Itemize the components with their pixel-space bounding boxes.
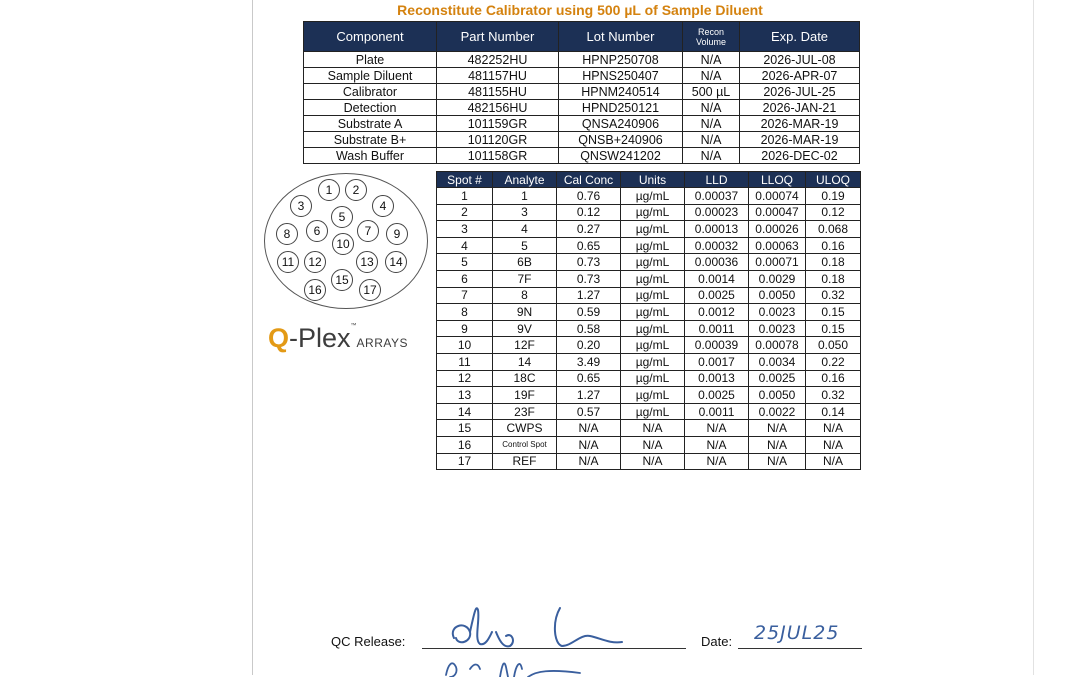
spot-cell: 8 bbox=[493, 287, 557, 304]
spot-row bbox=[437, 304, 861, 321]
component-cell: Plate bbox=[304, 52, 437, 68]
spot-cell: 17 bbox=[437, 453, 493, 470]
spot-cell: N/A bbox=[806, 436, 861, 453]
spot-cell: µg/mL bbox=[621, 320, 685, 337]
component-cell: HPNM240514 bbox=[559, 84, 683, 100]
spot-circle: 10 bbox=[332, 233, 354, 255]
spot-cell: 2 bbox=[437, 204, 493, 221]
header-analyte: Analyte bbox=[493, 172, 557, 188]
spot-cell: 3 bbox=[493, 204, 557, 221]
spot-cell: µg/mL bbox=[621, 221, 685, 238]
spot-row bbox=[437, 436, 861, 453]
spot-cell: 6 bbox=[437, 270, 493, 287]
spot-cell: REF bbox=[493, 453, 557, 470]
spot-cell: 0.14 bbox=[806, 403, 861, 420]
spot-cell: µg/mL bbox=[621, 237, 685, 254]
spot-cell: Control Spot bbox=[493, 436, 557, 453]
spot-cell: N/A bbox=[806, 453, 861, 470]
spot-circle: 2 bbox=[345, 179, 367, 201]
component-cell: Calibrator bbox=[304, 84, 437, 100]
spot-circle: 6 bbox=[306, 220, 328, 242]
spot-cell: 0.00026 bbox=[749, 221, 806, 238]
component-cell: 101158GR bbox=[437, 148, 559, 164]
component-cell: 2026-MAR-19 bbox=[740, 132, 860, 148]
spot-cell: 0.65 bbox=[557, 237, 621, 254]
header-uloq: ULOQ bbox=[806, 172, 861, 188]
component-cell: Wash Buffer bbox=[304, 148, 437, 164]
spot-cell: 10 bbox=[437, 337, 493, 354]
header-part-number: Part Number bbox=[437, 22, 559, 52]
spot-row bbox=[437, 403, 861, 420]
spot-cell: µg/mL bbox=[621, 403, 685, 420]
spot-cell: 1 bbox=[493, 188, 557, 205]
spot-cell: 0.00078 bbox=[749, 337, 806, 354]
spot-cell: CWPS bbox=[493, 420, 557, 437]
second-signature bbox=[440, 655, 590, 677]
spot-circle: 15 bbox=[331, 269, 353, 291]
spot-cell: 18C bbox=[493, 370, 557, 387]
component-cell: HPND250121 bbox=[559, 100, 683, 116]
spot-cell: 5 bbox=[493, 237, 557, 254]
component-cell: 2026-MAR-19 bbox=[740, 116, 860, 132]
spot-cell: 0.0034 bbox=[749, 353, 806, 370]
spot-row bbox=[437, 237, 861, 254]
spot-cell: 0.18 bbox=[806, 270, 861, 287]
spot-circle: 12 bbox=[304, 251, 326, 273]
component-cell: 481155HU bbox=[437, 84, 559, 100]
spot-cell: 5 bbox=[437, 254, 493, 271]
spot-row bbox=[437, 387, 861, 404]
spot-cell: µg/mL bbox=[621, 337, 685, 354]
spot-circle: 7 bbox=[357, 220, 379, 242]
header-component: Component bbox=[304, 22, 437, 52]
spot-cell: 0.65 bbox=[557, 370, 621, 387]
spot-cell: 0.57 bbox=[557, 403, 621, 420]
spot-cell: 0.0014 bbox=[685, 270, 749, 287]
spot-circle: 5 bbox=[331, 206, 353, 228]
header-exp-date: Exp. Date bbox=[740, 22, 860, 52]
component-row bbox=[304, 100, 860, 116]
component-cell: 2026-DEC-02 bbox=[740, 148, 860, 164]
spot-cell: 0.00023 bbox=[685, 204, 749, 221]
spot-cell: µg/mL bbox=[621, 304, 685, 321]
spot-row bbox=[437, 370, 861, 387]
spot-cell: 0.00071 bbox=[749, 254, 806, 271]
spot-cell: 0.58 bbox=[557, 320, 621, 337]
component-cell: N/A bbox=[683, 132, 740, 148]
component-cell: N/A bbox=[683, 100, 740, 116]
component-cell: Sample Diluent bbox=[304, 68, 437, 84]
component-cell: 481157HU bbox=[437, 68, 559, 84]
spot-cell: 0.0025 bbox=[685, 287, 749, 304]
spot-cell: 0.0023 bbox=[749, 304, 806, 321]
spot-cell: 0.0025 bbox=[685, 387, 749, 404]
spot-circle: 13 bbox=[356, 251, 378, 273]
spot-cell: 0.16 bbox=[806, 237, 861, 254]
spot-cell: µg/mL bbox=[621, 353, 685, 370]
page-edge-left bbox=[252, 0, 253, 675]
spot-row bbox=[437, 287, 861, 304]
header-units: Units bbox=[621, 172, 685, 188]
spot-cell: 6B bbox=[493, 254, 557, 271]
spot-cell: 0.73 bbox=[557, 270, 621, 287]
component-row bbox=[304, 148, 860, 164]
spot-cell: N/A bbox=[806, 420, 861, 437]
spot-cell: 7F bbox=[493, 270, 557, 287]
spot-circle: 3 bbox=[290, 195, 312, 217]
component-cell: Substrate A bbox=[304, 116, 437, 132]
spot-cell: 0.18 bbox=[806, 254, 861, 271]
spot-circle: 14 bbox=[385, 251, 407, 273]
logo-arrays: ARRAYS bbox=[356, 336, 408, 350]
spot-cell: 0.0017 bbox=[685, 353, 749, 370]
spot-cell: 0.0011 bbox=[685, 320, 749, 337]
spot-cell: 0.0025 bbox=[749, 370, 806, 387]
component-cell: 101159GR bbox=[437, 116, 559, 132]
spot-row bbox=[437, 221, 861, 238]
spot-cell: 0.00036 bbox=[685, 254, 749, 271]
spot-cell: 4 bbox=[437, 237, 493, 254]
logo-q: Q bbox=[268, 323, 290, 353]
component-cell: N/A bbox=[683, 68, 740, 84]
spot-cell: µg/mL bbox=[621, 370, 685, 387]
component-cell: N/A bbox=[683, 148, 740, 164]
component-cell: Substrate B+ bbox=[304, 132, 437, 148]
spot-cell: N/A bbox=[749, 420, 806, 437]
logo-plex: -Plex bbox=[289, 323, 351, 353]
component-row bbox=[304, 132, 860, 148]
qc-release-label: QC Release: bbox=[331, 634, 406, 649]
spot-cell: 0.0012 bbox=[685, 304, 749, 321]
component-cell: 2026-JUL-08 bbox=[740, 52, 860, 68]
spot-cell: 0.32 bbox=[806, 387, 861, 404]
spot-cell: µg/mL bbox=[621, 287, 685, 304]
spot-cell: N/A bbox=[621, 436, 685, 453]
spot-cell: 0.15 bbox=[806, 320, 861, 337]
spot-cell: 23F bbox=[493, 403, 557, 420]
spot-cell: 3.49 bbox=[557, 353, 621, 370]
component-row bbox=[304, 52, 860, 68]
spot-cell: 0.73 bbox=[557, 254, 621, 271]
spot-cell: 0.00074 bbox=[749, 188, 806, 205]
spot-circle: 8 bbox=[276, 223, 298, 245]
spot-cell: 14 bbox=[493, 353, 557, 370]
spot-cell: 12F bbox=[493, 337, 557, 354]
spot-row bbox=[437, 337, 861, 354]
spot-cell: 1 bbox=[437, 188, 493, 205]
spot-cell: 0.22 bbox=[806, 353, 861, 370]
spot-cell: 0.27 bbox=[557, 221, 621, 238]
spot-row bbox=[437, 420, 861, 437]
component-cell: N/A bbox=[683, 52, 740, 68]
component-cell: 500 µL bbox=[683, 84, 740, 100]
spot-cell: µg/mL bbox=[621, 204, 685, 221]
page-edge-right bbox=[1033, 0, 1034, 675]
spot-row bbox=[437, 353, 861, 370]
component-cell: 2026-JAN-21 bbox=[740, 100, 860, 116]
spot-cell: µg/mL bbox=[621, 270, 685, 287]
spot-cell: 0.00047 bbox=[749, 204, 806, 221]
spot-cell: N/A bbox=[685, 420, 749, 437]
spot-cell: 0.0023 bbox=[749, 320, 806, 337]
date-line bbox=[738, 648, 862, 649]
component-cell: Detection bbox=[304, 100, 437, 116]
spot-cell: 0.0022 bbox=[749, 403, 806, 420]
spot-circle: 16 bbox=[304, 279, 326, 301]
component-cell: QNSA240906 bbox=[559, 116, 683, 132]
spot-cell: 12 bbox=[437, 370, 493, 387]
spot-row bbox=[437, 204, 861, 221]
spot-cell: N/A bbox=[749, 453, 806, 470]
component-cell: 482156HU bbox=[437, 100, 559, 116]
spot-row bbox=[437, 254, 861, 271]
header-cal-conc: Cal Conc bbox=[557, 172, 621, 188]
spot-cell: 11 bbox=[437, 353, 493, 370]
spot-cell: 15 bbox=[437, 420, 493, 437]
spot-cell: 0.76 bbox=[557, 188, 621, 205]
spot-header-row bbox=[437, 172, 861, 188]
spot-cell: 0.59 bbox=[557, 304, 621, 321]
spot-cell: 0.00037 bbox=[685, 188, 749, 205]
spot-cell: 0.16 bbox=[806, 370, 861, 387]
spot-cell: 13 bbox=[437, 387, 493, 404]
spot-cell: N/A bbox=[621, 453, 685, 470]
header-recon-volume: Recon Volume bbox=[683, 22, 740, 52]
spot-circle: 11 bbox=[277, 251, 299, 273]
logo-tm: ™ bbox=[350, 323, 357, 329]
spot-cell: µg/mL bbox=[621, 387, 685, 404]
spot-cell: 1.27 bbox=[557, 287, 621, 304]
spot-cell: 16 bbox=[437, 436, 493, 453]
component-row bbox=[304, 116, 860, 132]
spot-row bbox=[437, 320, 861, 337]
spot-cell: 0.15 bbox=[806, 304, 861, 321]
date-value: 25JUL25 bbox=[754, 622, 840, 644]
component-cell: 482252HU bbox=[437, 52, 559, 68]
spot-cell: 0.0011 bbox=[685, 403, 749, 420]
spot-cell: 8 bbox=[437, 304, 493, 321]
spot-layout-diagram bbox=[264, 173, 428, 309]
header-lot-number: Lot Number bbox=[559, 22, 683, 52]
spot-cell: µg/mL bbox=[621, 188, 685, 205]
spot-cell: 19F bbox=[493, 387, 557, 404]
spot-cell: 14 bbox=[437, 403, 493, 420]
component-cell: QNSW241202 bbox=[559, 148, 683, 164]
spot-cell: 0.0050 bbox=[749, 387, 806, 404]
header-lloq: LLOQ bbox=[749, 172, 806, 188]
spot-cell: 0.00013 bbox=[685, 221, 749, 238]
spot-cell: 9V bbox=[493, 320, 557, 337]
spot-cell: 3 bbox=[437, 221, 493, 238]
spot-cell: 9 bbox=[437, 320, 493, 337]
spot-circle: 9 bbox=[386, 223, 408, 245]
component-cell: 2026-APR-07 bbox=[740, 68, 860, 84]
spot-cell: N/A bbox=[557, 436, 621, 453]
component-cell: HPNP250708 bbox=[559, 52, 683, 68]
component-row bbox=[304, 68, 860, 84]
spot-cell: 0.068 bbox=[806, 221, 861, 238]
spot-cell: N/A bbox=[685, 436, 749, 453]
spot-cell: N/A bbox=[685, 453, 749, 470]
spot-cell: 0.0013 bbox=[685, 370, 749, 387]
component-header-row bbox=[304, 22, 860, 52]
spot-circle: 17 bbox=[359, 279, 381, 301]
spot-cell: 1.27 bbox=[557, 387, 621, 404]
spot-cell: 0.20 bbox=[557, 337, 621, 354]
spot-cell: 0.12 bbox=[557, 204, 621, 221]
spot-row bbox=[437, 270, 861, 287]
spot-cell: N/A bbox=[557, 420, 621, 437]
spot-cell: N/A bbox=[621, 420, 685, 437]
spot-table bbox=[436, 171, 861, 470]
spot-cell: 0.0029 bbox=[749, 270, 806, 287]
spot-cell: 0.050 bbox=[806, 337, 861, 354]
component-cell: 101120GR bbox=[437, 132, 559, 148]
spot-row bbox=[437, 453, 861, 470]
date-label: Date: bbox=[701, 634, 733, 649]
component-row bbox=[304, 84, 860, 100]
spot-cell: 7 bbox=[437, 287, 493, 304]
spot-cell: N/A bbox=[749, 436, 806, 453]
spot-cell: 0.0050 bbox=[749, 287, 806, 304]
spot-row bbox=[437, 188, 861, 205]
spot-cell: 0.00032 bbox=[685, 237, 749, 254]
component-cell: QNSB+240906 bbox=[559, 132, 683, 148]
spot-cell: 0.00063 bbox=[749, 237, 806, 254]
component-cell: N/A bbox=[683, 116, 740, 132]
spot-cell: 4 bbox=[493, 221, 557, 238]
spot-cell: 0.00039 bbox=[685, 337, 749, 354]
spot-cell: 9N bbox=[493, 304, 557, 321]
spot-cell: 0.19 bbox=[806, 188, 861, 205]
component-cell: 2026-JUL-25 bbox=[740, 84, 860, 100]
component-table bbox=[303, 21, 860, 164]
spot-cell: N/A bbox=[557, 453, 621, 470]
qc-signature bbox=[440, 602, 630, 654]
header-spot: Spot # bbox=[437, 172, 493, 188]
spot-circle: 4 bbox=[372, 195, 394, 217]
spot-cell: 0.32 bbox=[806, 287, 861, 304]
spot-circle: 1 bbox=[318, 179, 340, 201]
spot-cell: µg/mL bbox=[621, 254, 685, 271]
spot-cell: 0.12 bbox=[806, 204, 861, 221]
component-cell: HPNS250407 bbox=[559, 68, 683, 84]
page-title: Reconstitute Calibrator using 500 µL of Sample Diluent bbox=[397, 2, 763, 18]
q-plex-logo bbox=[268, 323, 408, 354]
header-lld: LLD bbox=[685, 172, 749, 188]
